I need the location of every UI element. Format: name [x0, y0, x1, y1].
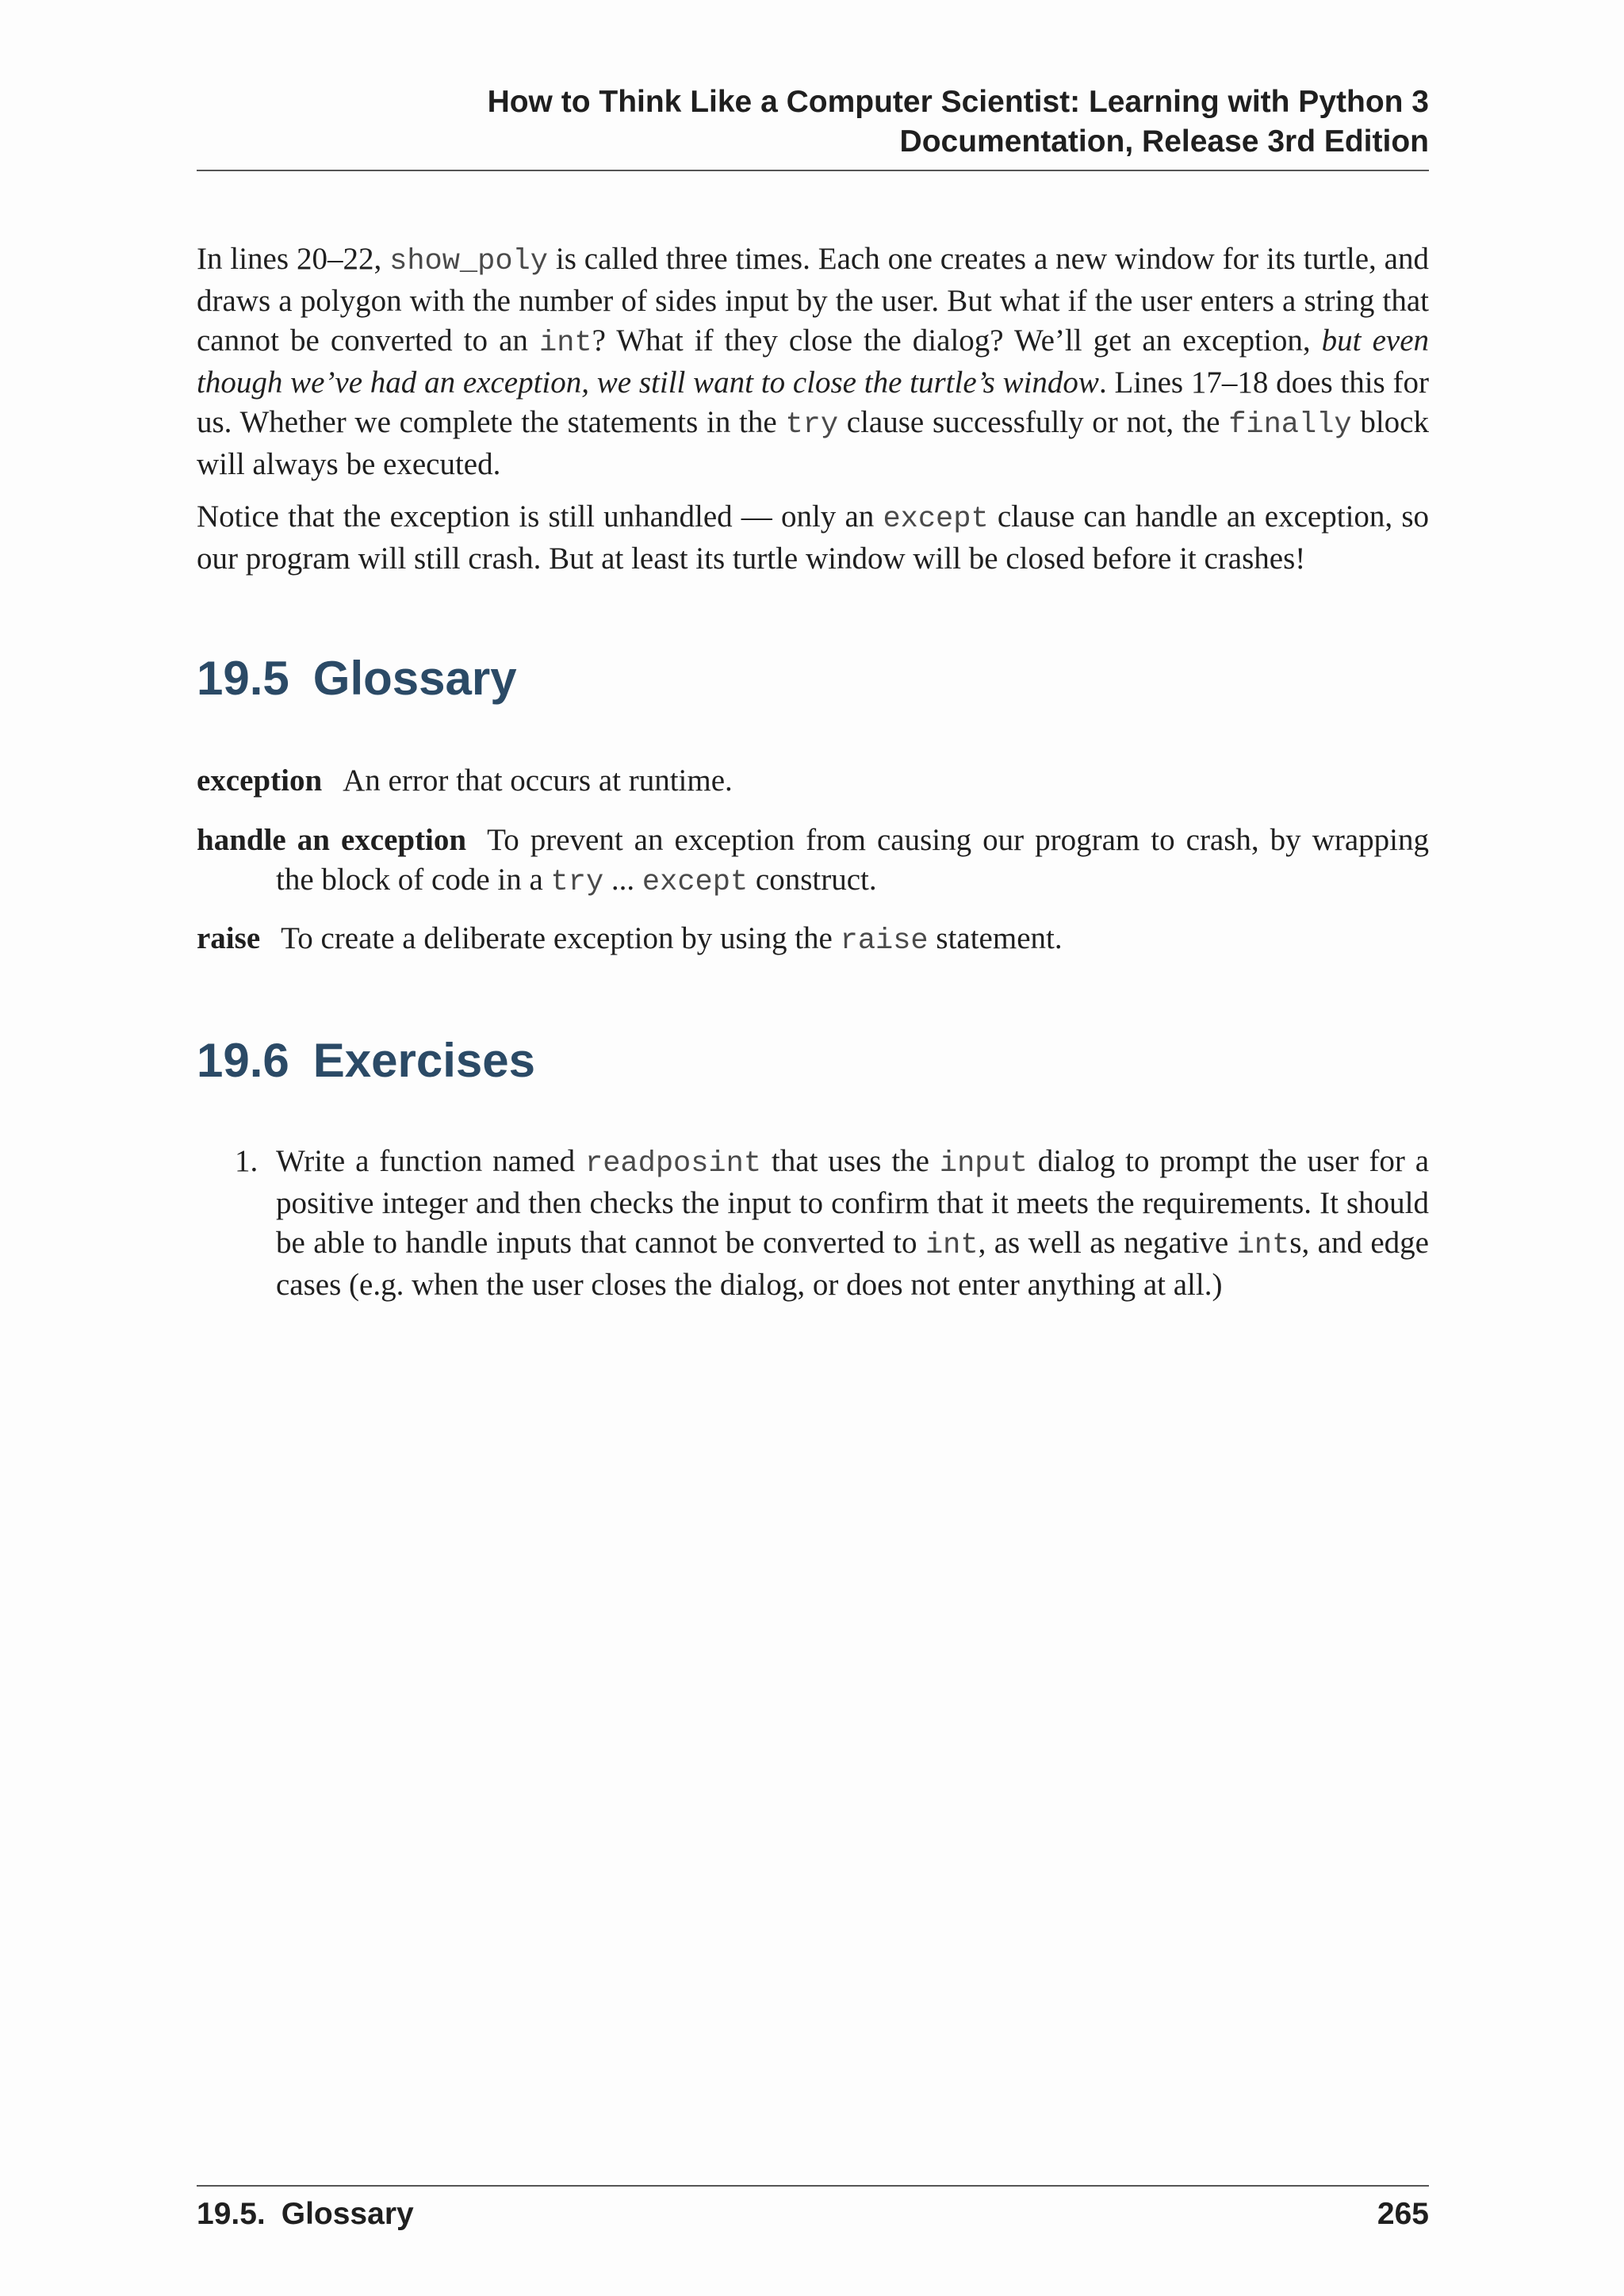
footer-section-label — [197, 2195, 414, 2234]
header-title-line-1: How to Think Like a Computer Scientist: Learning with Python 3 — [487, 85, 1429, 119]
inline-code: int — [538, 327, 592, 360]
text-run: . Lines 17–18 does this for us. Whether we complete the statements in the — [197, 365, 1429, 439]
footer-rule — [197, 2185, 1429, 2187]
inline-code: finally — [1228, 408, 1352, 442]
glossary-entry-raise — [197, 919, 1429, 961]
glossary-term: handle an exception — [197, 823, 467, 857]
glossary-definition: To prevent an exception from causing our program to crash, by wrapping — [487, 823, 1430, 857]
paragraph-unhandled-notice — [197, 497, 1429, 579]
text-run: statement. — [928, 921, 1063, 955]
text-run: clause successfully or not, the — [838, 405, 1229, 439]
text-run: In lines 20–22, — [197, 242, 390, 276]
inline-code: try — [785, 408, 839, 442]
inline-code: input — [939, 1147, 1028, 1181]
header-rule — [197, 170, 1429, 171]
section-title: Exercises — [312, 1034, 536, 1087]
glossary-entry-exception — [197, 761, 1429, 801]
text-run: that uses the — [761, 1144, 940, 1178]
section-heading-glossary — [197, 650, 517, 707]
paragraph-finally-explanation — [197, 239, 1429, 484]
text-run: block will always be executed. — [197, 405, 1429, 481]
inline-code: try — [550, 866, 604, 899]
exercise-number: 1. — [235, 1144, 259, 1178]
text-run: dialog to prompt the user for a positive integer and then checks the input to confirm that it meets the requirements. It should be able to handle inputs that cannot be converted to — [276, 1144, 1429, 1260]
text-run: ... — [603, 863, 642, 897]
inline-code: raise — [840, 924, 929, 958]
text-run: ? What if they close the dialog? We’ll get an exception, — [592, 323, 1322, 358]
glossary-entry-handle-an-exception — [197, 821, 1429, 902]
page-number: 265 — [1377, 2197, 1429, 2231]
text-run: , as well as negative — [978, 1226, 1237, 1260]
inline-code: show_poly — [389, 245, 548, 278]
glossary-definition: An error that occurs at runtime. — [343, 763, 733, 798]
text-run: Notice that the exception is still unhandled — only an — [197, 499, 883, 534]
header-title-line-2: Documentation, Release 3rd Edition — [899, 124, 1429, 159]
text-run: construct. — [748, 863, 877, 897]
exercise-text — [276, 1142, 1429, 1305]
running-header — [197, 82, 1429, 162]
section-heading-exercises — [197, 1032, 535, 1089]
glossary-definition: To create a deliberate exception by using the — [281, 921, 841, 955]
inline-code: readposint — [585, 1147, 762, 1181]
glossary-term: raise — [197, 921, 261, 955]
footer-section-number: 19.5. — [197, 2197, 266, 2231]
footer-section-title: Glossary — [281, 2197, 414, 2231]
inline-code: except — [883, 503, 989, 536]
section-number: 19.6 — [197, 1034, 289, 1087]
text-run: is called three times. Each one creates a new window for its turtle, and draws a polygon with the number of sides input by the user. But what if the user enters a string that cannot be converted to an — [197, 242, 1429, 358]
text-run: Write a function named — [276, 1144, 585, 1178]
section-number: 19.5 — [197, 652, 289, 705]
glossary-term: exception — [197, 763, 323, 798]
section-title: Glossary — [312, 652, 517, 705]
text-run: s, and edge cases (e.g. when the user closes the dialog, or does not enter anything at all.) — [276, 1226, 1429, 1302]
inline-code: int — [1236, 1229, 1290, 1262]
inline-code: int — [925, 1229, 979, 1262]
emphasis-text: but even though we’ve had an exception, we still want to close the turtle’s window — [197, 323, 1430, 400]
text-run: the block of code in a — [276, 863, 551, 897]
text-run: clause can handle an exception, so our program will still crash. But at least its turtle window will be closed before it crashes! — [197, 499, 1429, 576]
inline-code: except — [642, 866, 749, 899]
exercise-item-1 — [197, 1142, 1429, 1305]
